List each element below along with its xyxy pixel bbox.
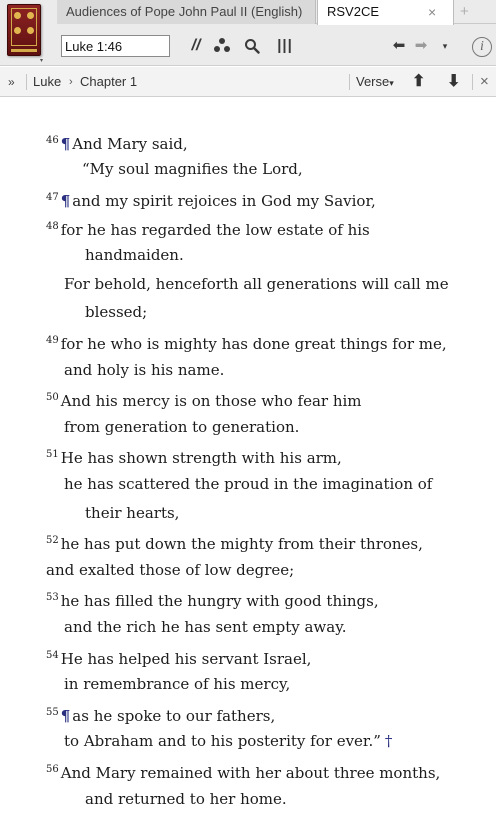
reference-input[interactable] bbox=[61, 35, 170, 57]
next-section-icon[interactable]: ⬇ bbox=[447, 73, 461, 90]
breadcrumb-chapter[interactable]: Chapter 1 bbox=[80, 74, 138, 89]
verse-text: and returned to her home. bbox=[85, 790, 287, 808]
verse-number[interactable]: 53 bbox=[46, 592, 59, 603]
footnote-marker[interactable]: † bbox=[384, 732, 393, 750]
verse-text: And his mercy is on those who fear him bbox=[60, 392, 362, 410]
verse-text: and the rich he has sent empty away. bbox=[64, 618, 347, 636]
verse-number[interactable]: 46 bbox=[46, 135, 59, 146]
resource-cover-button[interactable] bbox=[7, 4, 41, 56]
verse-text: And Mary remained with her about three months, bbox=[60, 764, 441, 782]
divider bbox=[472, 74, 473, 90]
verse-line bbox=[82, 159, 303, 179]
divider bbox=[26, 74, 27, 90]
verse-line bbox=[64, 360, 224, 380]
verse-number[interactable]: 47 bbox=[46, 192, 59, 203]
tab-close-icon[interactable]: × bbox=[428, 4, 437, 20]
tab-strip bbox=[57, 0, 496, 24]
verse-text: and my spirit rejoices in God my Savior, bbox=[72, 192, 376, 210]
info-icon: i bbox=[472, 37, 492, 57]
verse-line bbox=[46, 646, 311, 669]
verse-menu-label: Verse bbox=[356, 74, 390, 89]
chevron-down-icon: ▾ bbox=[389, 78, 394, 88]
paragraph-mark-icon: ¶ bbox=[60, 707, 71, 725]
verse-line bbox=[46, 445, 342, 468]
verse-text: And Mary said, bbox=[72, 135, 188, 153]
verse-text: their hearts, bbox=[85, 504, 180, 522]
divider bbox=[349, 74, 350, 90]
new-tab-icon[interactable]: + bbox=[460, 3, 469, 20]
verse-line bbox=[85, 245, 184, 265]
verse-text: “My soul magnifies the Lord, bbox=[82, 160, 303, 178]
verse-number[interactable]: 56 bbox=[46, 764, 59, 775]
previous-section-icon[interactable]: ⬆ bbox=[412, 73, 426, 90]
verse-text: he has filled the hungry with good things, bbox=[60, 592, 379, 610]
back-arrow-icon[interactable]: ⬅ bbox=[392, 37, 406, 54]
tab-label: Audiences of Pope John Paul II (English) bbox=[66, 4, 303, 19]
chevron-right-icon: › bbox=[69, 76, 73, 88]
verse-number[interactable]: 48 bbox=[46, 221, 59, 232]
verse-text: handmaiden. bbox=[85, 246, 184, 264]
verse-line bbox=[46, 531, 423, 554]
verse-line bbox=[64, 731, 392, 751]
verse-line bbox=[85, 789, 287, 809]
verse-text: as he spoke to our fathers, bbox=[72, 707, 276, 725]
verse-number[interactable]: 50 bbox=[46, 392, 59, 403]
app-chrome bbox=[0, 0, 496, 66]
verse-line bbox=[64, 474, 432, 494]
verse-text: He has helped his servant Israel, bbox=[60, 650, 312, 668]
verse-line bbox=[85, 302, 147, 322]
verse-line bbox=[46, 703, 275, 726]
paragraph-mark-icon: ¶ bbox=[60, 192, 71, 210]
verse-text: For behold, henceforth all generations will call me bbox=[64, 275, 449, 293]
cover-ornament bbox=[14, 27, 21, 34]
verse-number[interactable]: 51 bbox=[46, 449, 59, 460]
paragraph-mark-icon: ¶ bbox=[60, 135, 71, 153]
verse-line bbox=[46, 560, 294, 580]
verse-line bbox=[64, 617, 346, 637]
visual-filters-icon[interactable] bbox=[212, 35, 232, 57]
verse-number[interactable]: 55 bbox=[46, 707, 59, 718]
verse-text: he has scattered the proud in the imagination of bbox=[64, 475, 433, 493]
cover-band bbox=[11, 49, 37, 52]
verse-text: He has shown strength with his arm, bbox=[60, 449, 342, 467]
verse-line bbox=[46, 188, 376, 211]
close-panel-icon[interactable]: × bbox=[480, 73, 489, 90]
verse-text: for he who is mighty has done great things for me, bbox=[60, 335, 447, 353]
verse-text: and holy is his name. bbox=[64, 361, 225, 379]
verse-number[interactable]: 49 bbox=[46, 335, 59, 346]
tab-label: RSV2CE bbox=[327, 4, 380, 19]
info-button[interactable] bbox=[471, 35, 493, 57]
breadcrumb bbox=[0, 67, 496, 97]
verse-number[interactable]: 54 bbox=[46, 650, 59, 661]
verse-text: to Abraham and to his posterity for ever.” bbox=[64, 732, 381, 750]
cover-ornament bbox=[27, 12, 34, 19]
expand-panel-icon[interactable]: » bbox=[8, 75, 15, 89]
verse-line bbox=[46, 760, 440, 783]
verse-line bbox=[64, 274, 449, 294]
resource-menu-caret-icon[interactable]: ▾ bbox=[40, 58, 44, 64]
history-dropdown-icon[interactable]: ▾ bbox=[442, 41, 448, 51]
verse-line bbox=[46, 131, 188, 154]
search-icon[interactable] bbox=[243, 35, 261, 57]
verse-line bbox=[64, 674, 290, 694]
tab-audiences[interactable] bbox=[57, 0, 316, 24]
verse-text: and exalted those of low degree; bbox=[46, 561, 295, 579]
verse-number[interactable]: 52 bbox=[46, 535, 59, 546]
forward-arrow-icon[interactable]: ➡ bbox=[414, 37, 428, 54]
verse-line bbox=[46, 388, 362, 411]
verse-line bbox=[85, 503, 179, 523]
verse-text: blessed; bbox=[85, 303, 148, 321]
parallel-resources-icon[interactable]: // bbox=[191, 37, 201, 54]
verse-text: for he has regarded the low estate of his bbox=[60, 221, 370, 239]
verse-text: from generation to generation. bbox=[64, 418, 300, 436]
resource-toolbar bbox=[57, 24, 496, 66]
verse-line bbox=[46, 331, 447, 354]
verse-text: he has put down the mighty from their thrones, bbox=[60, 535, 423, 553]
verse-menu-button[interactable] bbox=[356, 67, 394, 98]
verse-line bbox=[64, 417, 299, 437]
tab-rsv2ce[interactable] bbox=[317, 0, 454, 25]
verse-text: in remembrance of his mercy, bbox=[64, 675, 291, 693]
text-columns-icon[interactable]: ||| bbox=[277, 37, 293, 54]
breadcrumb-book[interactable]: Luke bbox=[33, 74, 62, 89]
cover-ornament bbox=[14, 12, 21, 19]
verse-line bbox=[46, 217, 370, 240]
cover-ornament bbox=[27, 27, 34, 34]
verse-line bbox=[46, 588, 379, 611]
bible-text-pane bbox=[0, 98, 496, 834]
